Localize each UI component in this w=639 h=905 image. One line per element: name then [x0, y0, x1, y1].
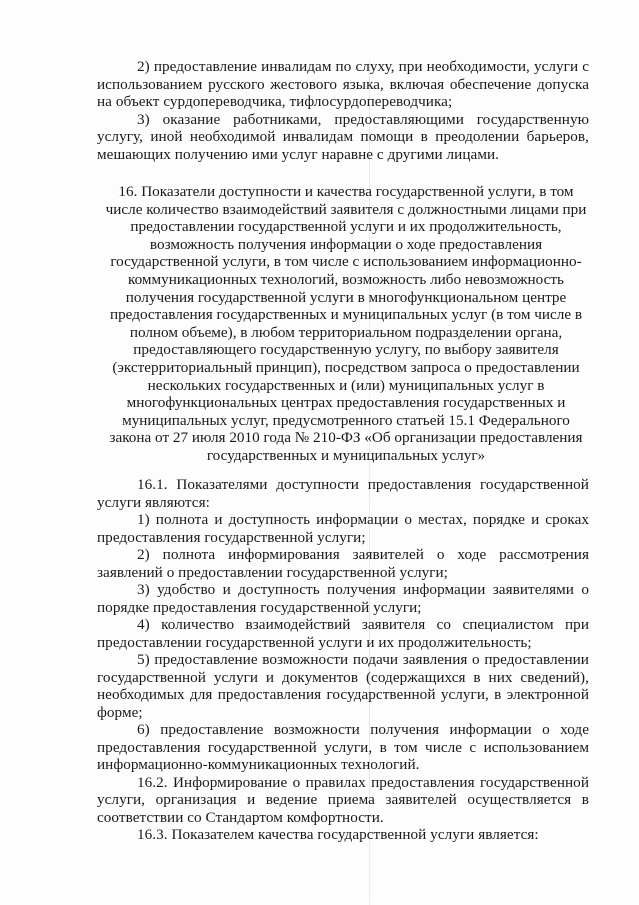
- list-item-3: 3) удобство и доступность получения информации заявителями о порядке предоставления государственной услуги;: [97, 581, 589, 616]
- paragraph-16-2: 16.2. Информирование о правилах предоставления государственной услуги, организация и ведение приема заявителей осуществляется в соответствии со Стандартом комфортности.: [97, 773, 589, 826]
- list-item-2: 2) полнота информирования заявителей о ходе рассмотрения заявлений о предоставлении государственной услуги;: [97, 546, 589, 581]
- paragraph-16-3: 16.3. Показателем качества государственной услуги является:: [137, 826, 539, 843]
- list-item-6: 6) предоставление возможности получения информации о ходе предоставления государственной услуги, в том числе с использованием информационно-коммуникационных технологий.: [97, 721, 589, 773]
- list-item-4: 4) количество взаимодействий заявителя со специалистом при предоставлении государственной услуги и их продолжительность;: [97, 616, 589, 651]
- section-16-heading: 16. Показатели доступности и качества государственной услуги, в том числе количество взаимодействий заявителя с должностными лицами при предоставлении государственной услуги и их продолжительность, возможность получения информации о ходе предоставления государственной услуги, в том числе с использованием информационно-коммуникационных технологий, возможность либо невозможность получения государственной услуги в многофункциональном центре предоставления государственных и муниципальных услуг (в том числе в полном объеме), в любом территориальном подразделении органа, предоставляющего государственную услугу, по выбору заявителя (экстерриториальный принцип), посредством запроса о предоставлении нескольких государственных и (или) муниципальных услуг в многофункциональных центрах предоставления государственных и муниципальных услуг, предусмотренного статьей 15.1 Федерального закона от 27 июля 2010 года № 210-ФЗ «Об организации предоставления государственных и муниципальных услуг»: [105, 183, 587, 464]
- paragraph-item-3-assistance: 3) оказание работниками, предоставляющими государственную услугу, иной необходимой инвалидам помощи в преодолении барьеров, мешающих получению ими услуг наравне с другими лицами.: [97, 110, 589, 163]
- bottom-paragraphs: [97, 476, 589, 844]
- list-item-5: 5) предоставление возможности подачи заявления о предоставлении государственной услуги и документов (содержащихся в них сведений), необходимых для предоставления государственной услуги, в электронной форме;: [97, 651, 589, 721]
- list-item-1: 1) полнота и доступность информации о местах, порядке и сроках предоставления государственной услуги;: [97, 511, 589, 546]
- paragraph-16-1: 16.1. Показателями доступности предоставления государственной услуги являются:: [97, 476, 589, 511]
- paragraph-item-2-deaf: 2) предоставление инвалидам по слуху, при необходимости, услуги с использованием русского жестового языка, включая обеспечение допуска на объект сурдопереводчика, тифлосурдопереводчика;: [97, 58, 589, 110]
- top-paragraphs: [97, 58, 589, 163]
